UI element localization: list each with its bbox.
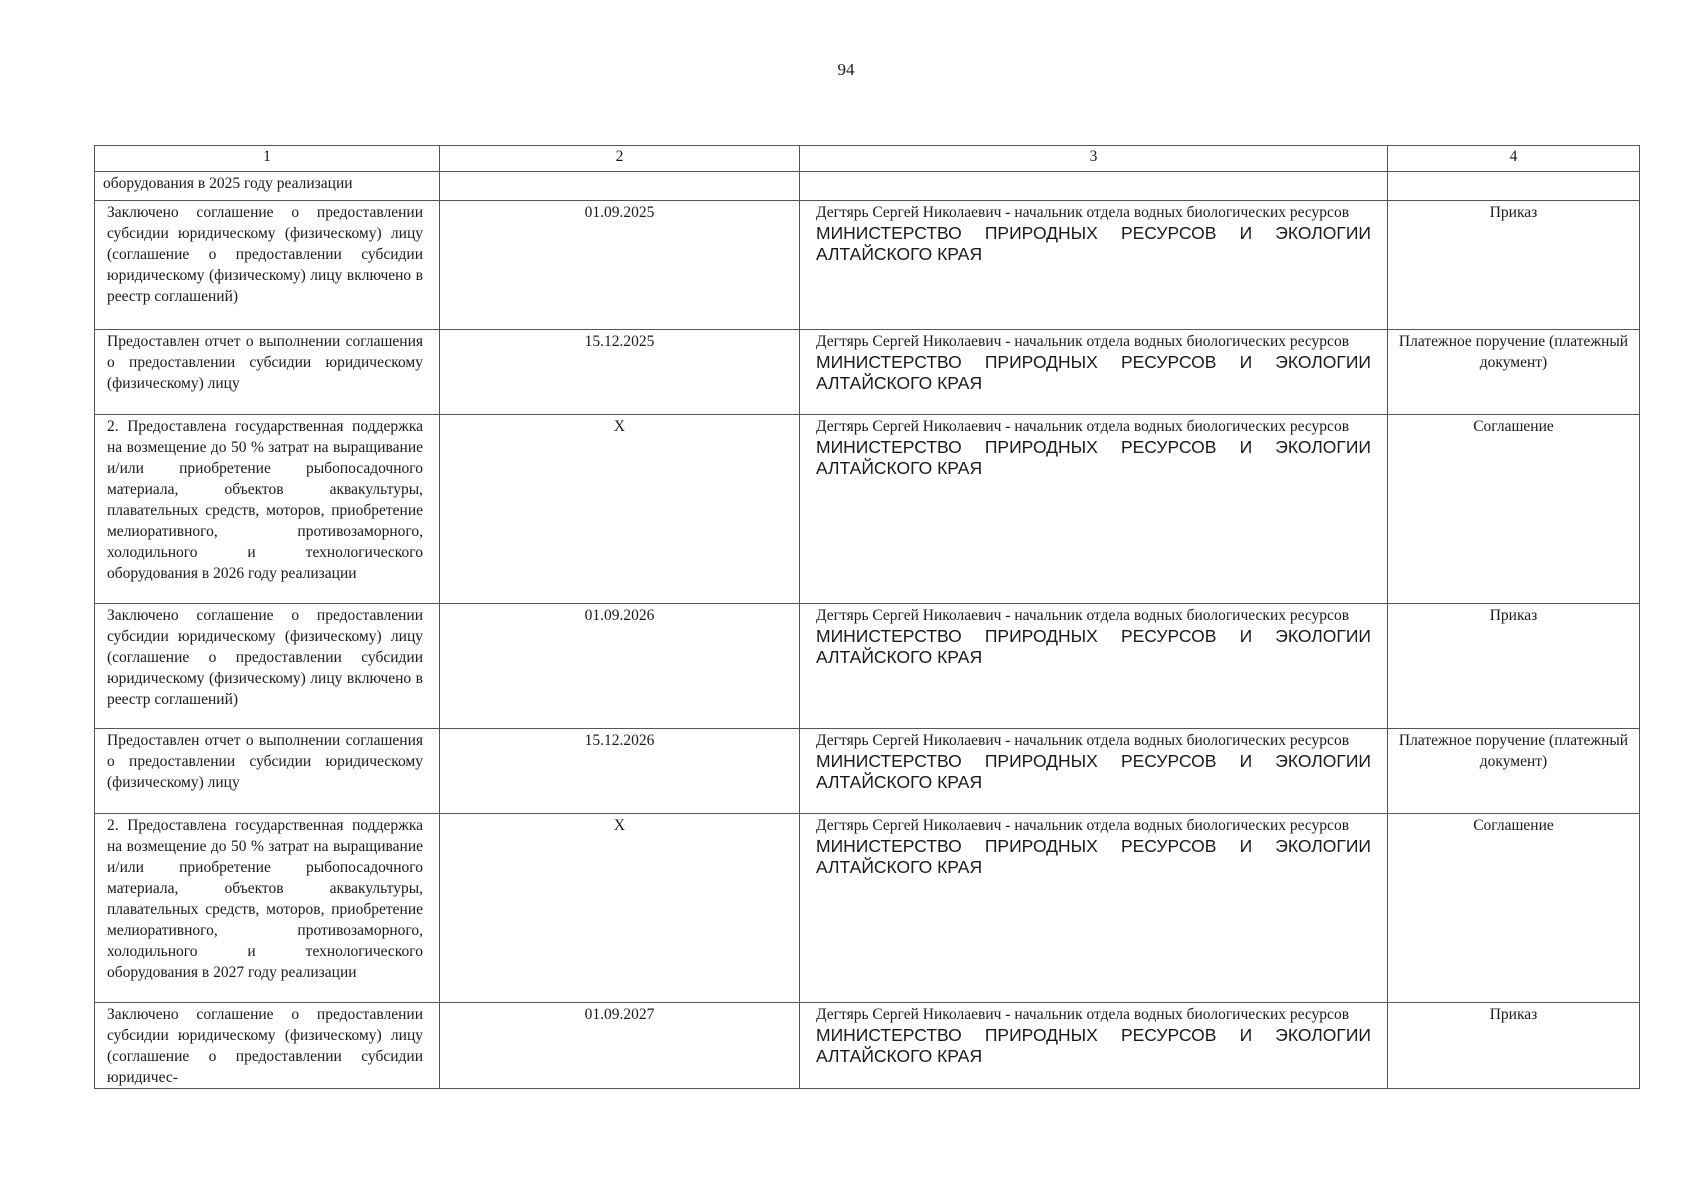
- continuation-text: оборудования в 2025 году реализации: [95, 172, 440, 201]
- responsible-person: Дегтярь Сергей Николаевич - начальник отдела водных биологических ресурсов: [816, 1006, 1350, 1023]
- empty-cell: [440, 172, 800, 201]
- event-description: Предоставлен отчет о выполнении соглашения о предоставлении субсидии юридическому (физическому) лицу: [95, 330, 440, 415]
- event-description: 2. Предоставлена государственная поддержка на возмещение до 50 % затрат на выращивание и/или приобретение рыбопосадочного материала, объектов аквакультуры, плавательных средств, моторов, приобретение мелиоративного, противозаморного, холодильного и технологического оборудования в 2026 году реализации: [95, 415, 440, 604]
- event-description: Предоставлен отчет о выполнении соглашения о предоставлении субсидии юридическому (физическому) лицу: [95, 729, 440, 814]
- responsible-person: Дегтярь Сергей Николаевич - начальник отдела водных биологических ресурсов: [816, 418, 1350, 435]
- document-type: Приказ: [1388, 604, 1640, 729]
- table-row: [95, 330, 1640, 415]
- table-header-row: [95, 146, 1640, 172]
- continuation-row: [95, 172, 1640, 201]
- column-header: 2: [440, 146, 800, 172]
- column-header: 1: [95, 146, 440, 172]
- deadline-date: 15.12.2026: [440, 729, 800, 814]
- empty-cell: [1388, 172, 1640, 201]
- table-row: [95, 201, 1640, 330]
- deadline-date: 01.09.2025: [440, 201, 800, 330]
- document-type: Соглашение: [1388, 415, 1640, 604]
- responsible-person: Дегтярь Сергей Николаевич - начальник отдела водных биологических ресурсов: [816, 732, 1350, 749]
- plan-table: [94, 145, 1640, 1089]
- event-description: Заключено соглашение о предоставлении субсидии юридическому (физическому) лицу (соглашение о предоставлении субсидии юридичес-: [95, 1003, 440, 1089]
- table-body: [95, 146, 1640, 1089]
- document-type: Платежное поручение (платежный документ): [1388, 330, 1640, 415]
- document-type: Приказ: [1388, 1003, 1640, 1089]
- table-row: [95, 729, 1640, 814]
- organization-name: МИНИСТЕРСТВО ПРИРОДНЫХ РЕСУРСОВ И ЭКОЛОГИИ АЛТАЙСКОГО КРАЯ: [816, 626, 1371, 667]
- event-description: 2. Предоставлена государственная поддержка на возмещение до 50 % затрат на выращивание и/или приобретение рыбопосадочного материала, объектов аквакультуры, плавательных средств, моторов, приобретение мелиоративного, противозаморного, холодильного и технологического оборудования в 2027 году реализации: [95, 814, 440, 1003]
- responsible-person: Дегтярь Сергей Николаевич - начальник отдела водных биологических ресурсов: [816, 204, 1350, 221]
- document-type: Платежное поручение (платежный документ): [1388, 729, 1640, 814]
- document-type: Соглашение: [1388, 814, 1640, 1003]
- organization-name: МИНИСТЕРСТВО ПРИРОДНЫХ РЕСУРСОВ И ЭКОЛОГИИ АЛТАЙСКОГО КРАЯ: [816, 751, 1371, 792]
- responsible-person: Дегтярь Сергей Николаевич - начальник отдела водных биологических ресурсов: [816, 333, 1350, 350]
- organization-name: МИНИСТЕРСТВО ПРИРОДНЫХ РЕСУРСОВ И ЭКОЛОГИИ АЛТАЙСКОГО КРАЯ: [816, 437, 1371, 478]
- organization-name: МИНИСТЕРСТВО ПРИРОДНЫХ РЕСУРСОВ И ЭКОЛОГИИ АЛТАЙСКОГО КРАЯ: [816, 352, 1371, 393]
- event-description: Заключено соглашение о предоставлении субсидии юридическому (физическому) лицу (соглашение о предоставлении субсидии юридическому (физическому) лицу включено в реестр соглашений): [95, 201, 440, 330]
- deadline-date: X: [440, 415, 800, 604]
- table-row: [95, 604, 1640, 729]
- responsible-cell: [800, 330, 1388, 415]
- deadline-date: 01.09.2026: [440, 604, 800, 729]
- organization-name: МИНИСТЕРСТВО ПРИРОДНЫХ РЕСУРСОВ И ЭКОЛОГИИ АЛТАЙСКОГО КРАЯ: [816, 1025, 1371, 1066]
- responsible-cell: [800, 604, 1388, 729]
- table-row: [95, 415, 1640, 604]
- deadline-date: X: [440, 814, 800, 1003]
- responsible-cell: [800, 814, 1388, 1003]
- table-row: [95, 1003, 1640, 1089]
- responsible-cell: [800, 729, 1388, 814]
- responsible-person: Дегтярь Сергей Николаевич - начальник отдела водных биологических ресурсов: [816, 817, 1350, 834]
- deadline-date: 01.09.2027: [440, 1003, 800, 1089]
- responsible-cell: [800, 415, 1388, 604]
- organization-name: МИНИСТЕРСТВО ПРИРОДНЫХ РЕСУРСОВ И ЭКОЛОГИИ АЛТАЙСКОГО КРАЯ: [816, 223, 1371, 264]
- table-row: [95, 814, 1640, 1003]
- column-header: 3: [800, 146, 1388, 172]
- empty-cell: [800, 172, 1388, 201]
- page-number: 94: [837, 60, 855, 79]
- responsible-cell: [800, 201, 1388, 330]
- organization-name: МИНИСТЕРСТВО ПРИРОДНЫХ РЕСУРСОВ И ЭКОЛОГИИ АЛТАЙСКОГО КРАЯ: [816, 836, 1371, 877]
- document-type: Приказ: [1388, 201, 1640, 330]
- responsible-cell: [800, 1003, 1388, 1089]
- responsible-person: Дегтярь Сергей Николаевич - начальник отдела водных биологических ресурсов: [816, 607, 1350, 624]
- deadline-date: 15.12.2025: [440, 330, 800, 415]
- column-header: 4: [1388, 146, 1640, 172]
- event-description: Заключено соглашение о предоставлении субсидии юридическому (физическому) лицу (соглашение о предоставлении субсидии юридическому (физическому) лицу включено в реестр соглашений): [95, 604, 440, 729]
